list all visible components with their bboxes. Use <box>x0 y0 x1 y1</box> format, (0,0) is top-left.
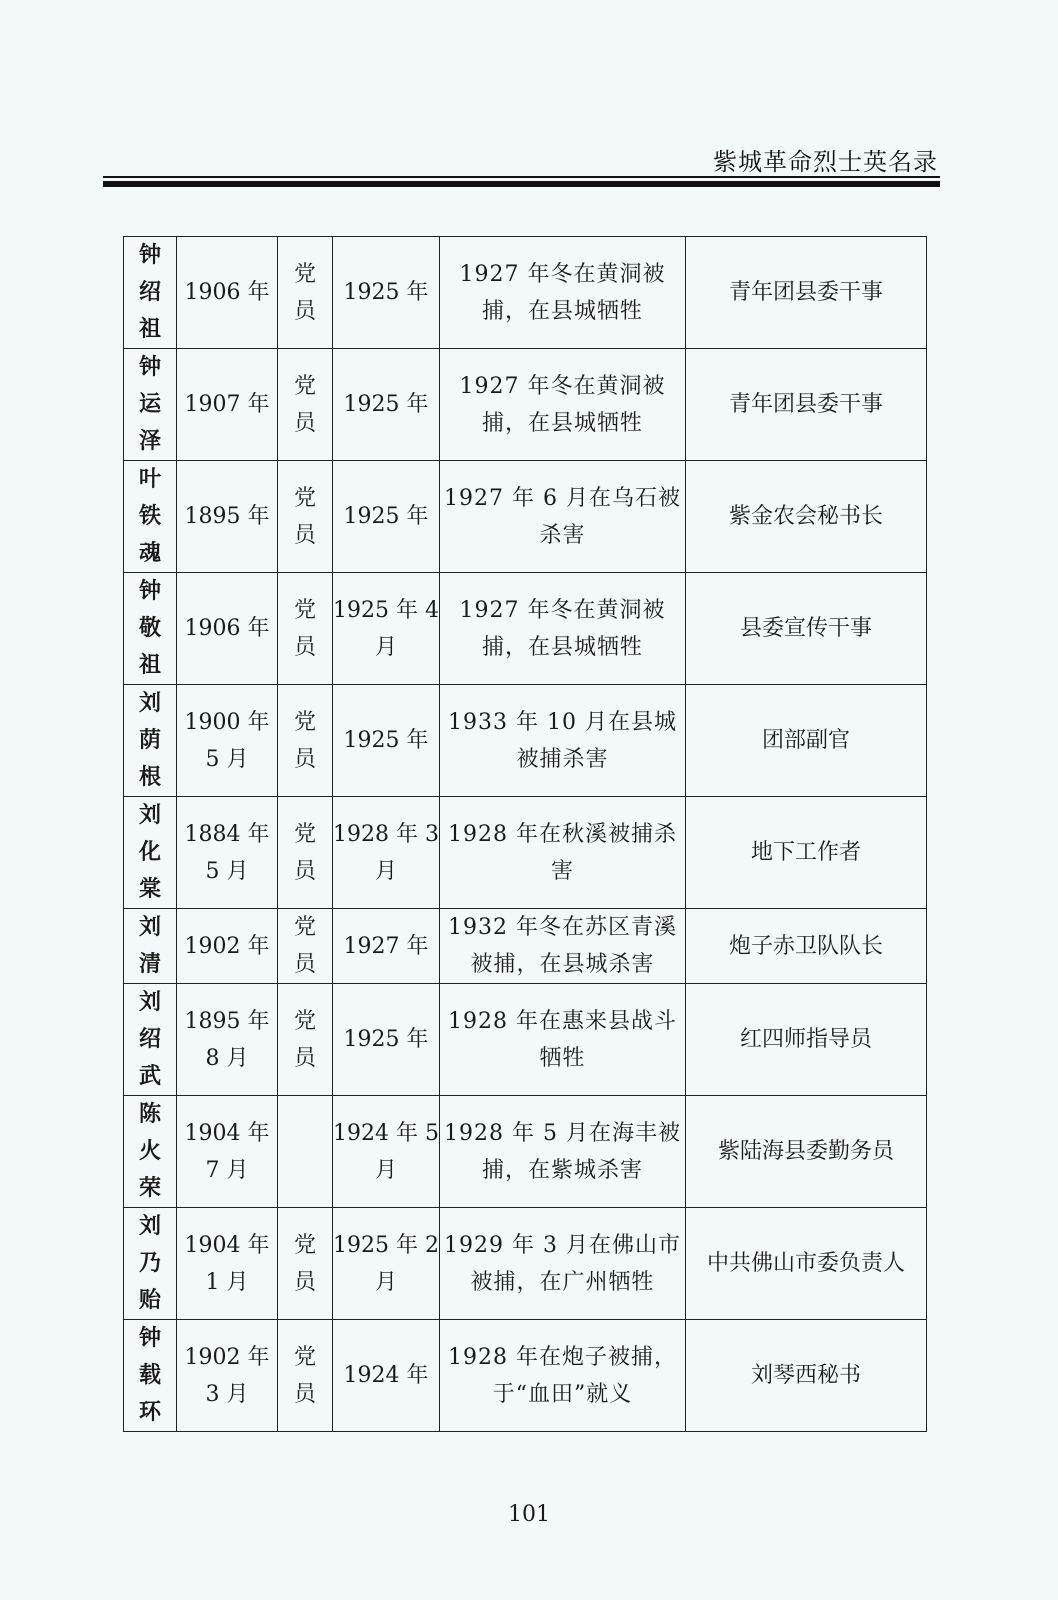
table-row <box>124 237 927 349</box>
joined-cell: 1924 年 5 月 <box>333 1096 440 1208</box>
event-cell: 1927 年 6 月在乌石被杀害 <box>440 461 686 573</box>
status-cell: 党员 <box>278 237 333 349</box>
post-cell: 炮子赤卫队队长 <box>686 909 927 984</box>
status-cell: 党员 <box>278 685 333 797</box>
table-row <box>124 797 927 909</box>
joined-cell: 1925 年 <box>333 349 440 461</box>
birth-cell: 1902 年 <box>177 909 278 984</box>
joined-cell: 1927 年 <box>333 909 440 984</box>
birth-cell: 1906 年 <box>177 237 278 349</box>
name-cell: 刘乃贻 <box>124 1208 177 1320</box>
name-cell: 刘荫根 <box>124 685 177 797</box>
name-cell: 刘化棠 <box>124 797 177 909</box>
post-cell: 青年团县委干事 <box>686 349 927 461</box>
event-cell: 1932 年冬在苏区青溪被捕，在县城杀害 <box>440 909 686 984</box>
name-cell: 钟载环 <box>124 1320 177 1432</box>
birth-cell: 1904 年 1 月 <box>177 1208 278 1320</box>
page-number: 101 <box>508 1502 550 1527</box>
joined-cell: 1928 年 3 月 <box>333 797 440 909</box>
birth-cell: 1884 年 5 月 <box>177 797 278 909</box>
name-cell: 叶铁魂 <box>124 461 177 573</box>
header-rule-thick <box>103 181 940 187</box>
table-row <box>124 1320 927 1432</box>
event-cell: 1927 年冬在黄洞被捕，在县城牺牲 <box>440 237 686 349</box>
birth-cell: 1907 年 <box>177 349 278 461</box>
post-cell: 紫金农会秘书长 <box>686 461 927 573</box>
table-row <box>124 461 927 573</box>
status-cell: 党员 <box>278 797 333 909</box>
event-cell: 1929 年 3 月在佛山市被捕，在广州牺牲 <box>440 1208 686 1320</box>
event-cell: 1927 年冬在黄洞被捕，在县城牺牲 <box>440 349 686 461</box>
status-cell: 党员 <box>278 1208 333 1320</box>
name-cell: 刘清 <box>124 909 177 984</box>
birth-cell: 1906 年 <box>177 573 278 685</box>
book-title: 紫城革命烈士英名录 <box>713 148 938 176</box>
post-cell: 紫陆海县委勤务员 <box>686 1096 927 1208</box>
event-cell: 1928 年在炮子被捕，于“血田”就义 <box>440 1320 686 1432</box>
birth-cell: 1904 年 7 月 <box>177 1096 278 1208</box>
joined-cell: 1925 年 2 月 <box>333 1208 440 1320</box>
martyr-roster-table <box>123 236 927 1432</box>
event-cell: 1928 年在秋溪被捕杀害 <box>440 797 686 909</box>
birth-cell: 1895 年 8 月 <box>177 984 278 1096</box>
table-row <box>124 909 927 984</box>
status-cell: 党员 <box>278 909 333 984</box>
table-row <box>124 1096 927 1208</box>
birth-cell: 1902 年 3 月 <box>177 1320 278 1432</box>
joined-cell: 1924 年 <box>333 1320 440 1432</box>
joined-cell: 1925 年 4 月 <box>333 573 440 685</box>
name-cell: 陈火荣 <box>124 1096 177 1208</box>
post-cell: 中共佛山市委负责人 <box>686 1208 927 1320</box>
status-cell: 党员 <box>278 573 333 685</box>
status-cell: 党员 <box>278 349 333 461</box>
name-cell: 刘绍武 <box>124 984 177 1096</box>
post-cell: 县委宣传干事 <box>686 573 927 685</box>
table-row <box>124 349 927 461</box>
status-cell <box>278 1096 333 1208</box>
joined-cell: 1925 年 <box>333 984 440 1096</box>
joined-cell: 1925 年 <box>333 685 440 797</box>
status-cell: 党员 <box>278 1320 333 1432</box>
event-cell: 1927 年冬在黄洞被捕，在县城牺牲 <box>440 573 686 685</box>
event-cell: 1928 年在惠来县战斗牺牲 <box>440 984 686 1096</box>
name-cell: 钟绍祖 <box>124 237 177 349</box>
table-row <box>124 984 927 1096</box>
status-cell: 党员 <box>278 461 333 573</box>
table-row <box>124 685 927 797</box>
status-cell: 党员 <box>278 984 333 1096</box>
post-cell: 青年团县委干事 <box>686 237 927 349</box>
table-row <box>124 1208 927 1320</box>
name-cell: 钟敬祖 <box>124 573 177 685</box>
post-cell: 刘琴西秘书 <box>686 1320 927 1432</box>
birth-cell: 1895 年 <box>177 461 278 573</box>
event-cell: 1928 年 5 月在海丰被捕，在紫城杀害 <box>440 1096 686 1208</box>
post-cell: 红四师指导员 <box>686 984 927 1096</box>
table-row <box>124 573 927 685</box>
joined-cell: 1925 年 <box>333 237 440 349</box>
name-cell: 钟运泽 <box>124 349 177 461</box>
post-cell: 团部副官 <box>686 685 927 797</box>
birth-cell: 1900 年 5 月 <box>177 685 278 797</box>
event-cell: 1933 年 10 月在县城被捕杀害 <box>440 685 686 797</box>
post-cell: 地下工作者 <box>686 797 927 909</box>
header-rule-thin <box>103 176 940 178</box>
joined-cell: 1925 年 <box>333 461 440 573</box>
